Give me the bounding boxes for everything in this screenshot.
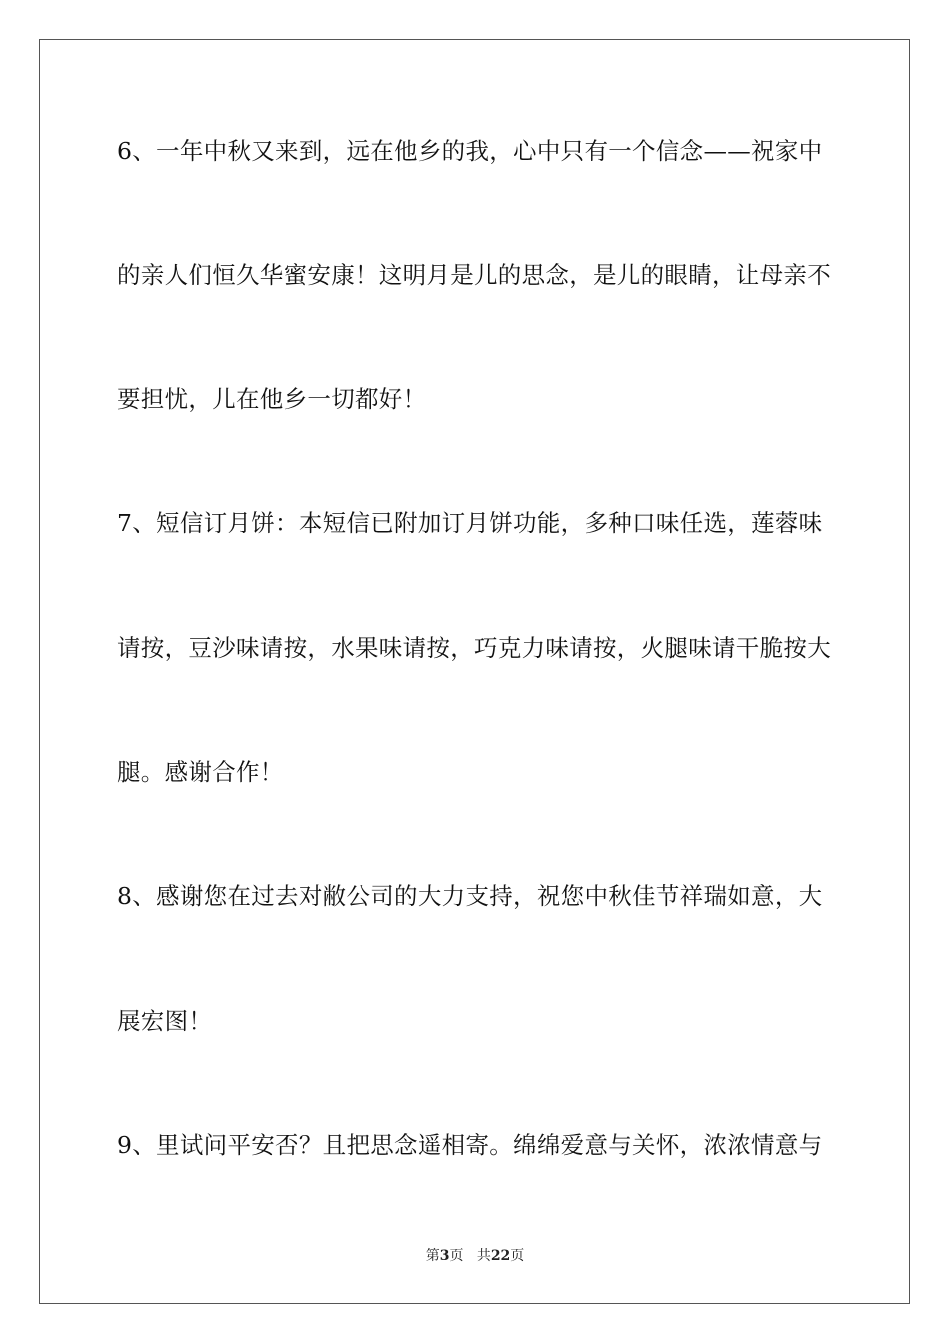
text-line: 要担忧，儿在他乡一切都好！	[117, 385, 427, 413]
page-footer	[0, 1247, 950, 1265]
total-pages: 22	[490, 1248, 511, 1264]
text-line: 的亲人们恒久华蜜安康！这明月是儿的思念，是儿的眼睛，让母亲不	[117, 261, 831, 289]
total-prefix: 共	[476, 1248, 491, 1264]
text-line: 腿。感谢合作！	[117, 758, 284, 786]
page-prefix: 第	[425, 1248, 440, 1264]
text-line: 请按，豆沙味请按，水果味请按，巧克力味请按，火腿味请干脆按大	[117, 634, 831, 662]
text-line: 6、一年中秋又来到，远在他乡的我，心中只有一个信念——祝家中	[117, 137, 823, 165]
text-line: 8、感谢您在过去对敝公司的大力支持，祝您中秋佳节祥瑞如意，大	[117, 882, 823, 910]
text-line: 9、里试问平安否？且把思念遥相寄。绵绵爱意与关怀，浓浓情意与	[117, 1131, 823, 1159]
page-number: 3	[439, 1248, 450, 1264]
page-border	[39, 39, 910, 1304]
page-suffix: 页	[449, 1248, 464, 1264]
total-suffix: 页	[510, 1248, 525, 1264]
text-line: 7、短信订月饼：本短信已附加订月饼功能，多种口味任选，莲蓉味	[117, 509, 823, 537]
text-line: 展宏图！	[117, 1007, 213, 1035]
